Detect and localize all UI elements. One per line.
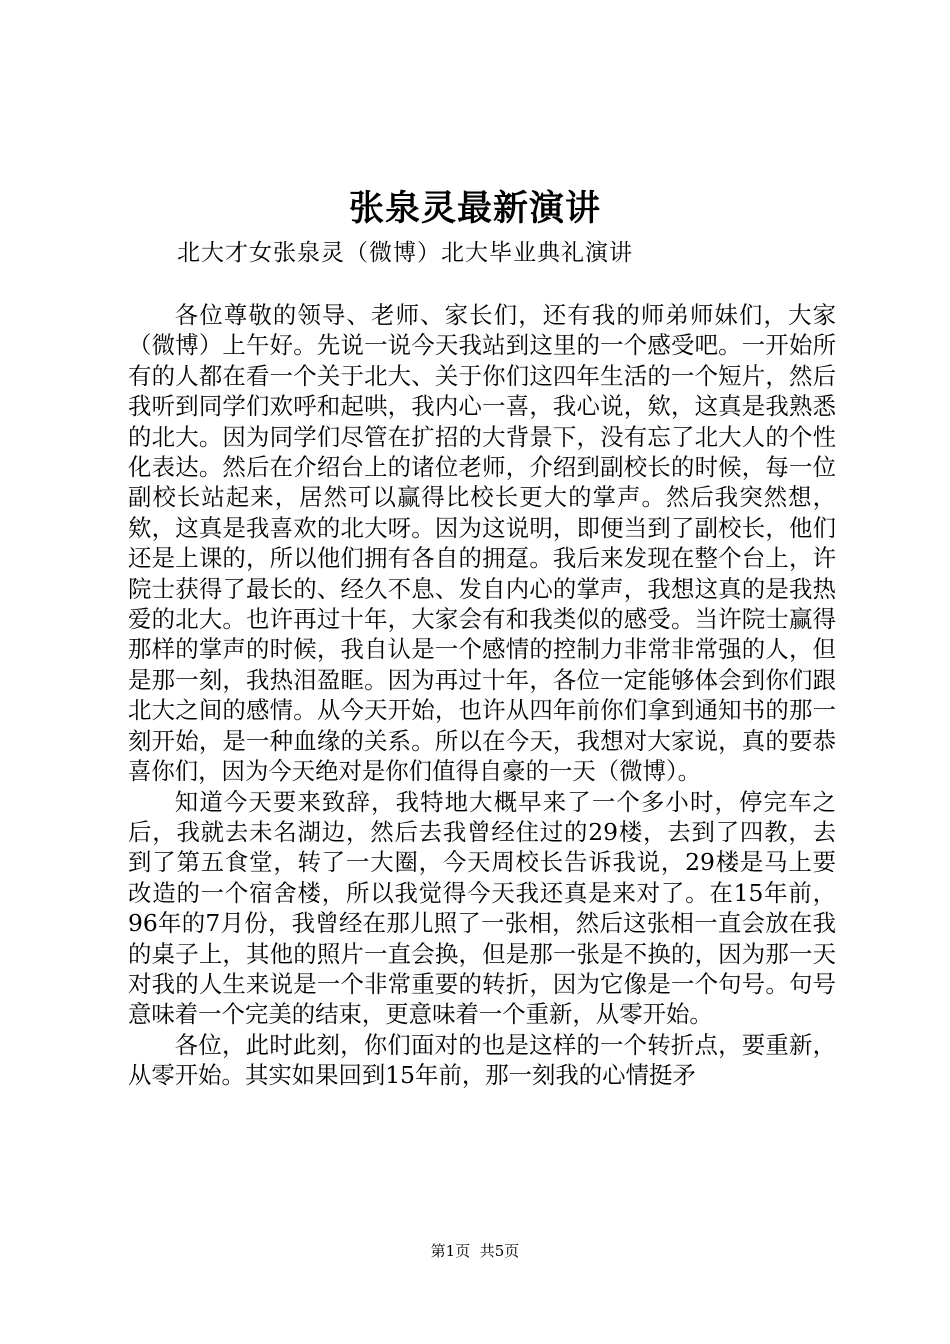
speech-subtitle: 北大才女张泉灵（微博）北大毕业典礼演讲	[177, 240, 633, 266]
page-title: 张泉灵最新演讲	[348, 188, 601, 229]
page-total: 共5页	[479, 1242, 520, 1260]
page-number: 第1页	[430, 1242, 471, 1260]
paragraph-1: 各位尊敬的领导、老师、家长们，还有我的师弟师妹们，大家（微博）上午好。先说一说今天我站到这里的一个感受吧。一开始所有的人都在看一个关于北大、关于你们这四年生活的一个短片，然后我听到同学们欢呼和起哄，我内心一喜，我心说，欸，这真是我熟悉的北大。因为同学们尽管在扩招的大背景下，没有忘了北大人的个性化表达。然后在介绍台上的诸位老师，介绍到副校长的时候，每一位副校长站起来，居然可以赢得比校长更大的掌声。然后我突然想，欸，这真是我喜欢的北大呀。因为这说明，即便当到了副校长，他们还是上课的，所以他们拥有各自的拥趸。我后来发现在整个台上，许院士获得了最长的、经久不息、发自内心的掌声，我想这真的是我热爱的北大。也许再过十年，大家会有和我类似的感受。当许院士赢得那样的掌声的时候，我自认是一个感情的控制力非常非常强的人，但是那一刻，我热泪盈眶。因为再过十年，各位一定能够体会到你们跟北大之间的感情。从今天开始，也许从四年前你们拿到通知书的那一刻开始，是一种血缘的关系。所以在今天，我想对大家说，真的要恭喜你们，因为今天绝对是你们值得自豪的一天（微博）。	[128, 301, 836, 786]
speech-body	[128, 300, 836, 1091]
paragraph-3: 各位，此时此刻，你们面对的也是这样的一个转折点，要重新，从零开始。其实如果回到15年前，那一刻我的心情挺矛	[128, 1030, 836, 1090]
paragraph-2: 知道今天要来致辞，我特地大概早来了一个多小时，停完车之后，我就去未名湖边，然后去我曾经住过的29楼，去到了四教，去到了第五食堂，转了一大圈，今天周校长告诉我说，29楼是马上要改造的一个宿舍楼，所以我觉得今天我还真是来对了。在15年前，96年的7月份，我曾经在那儿照了一张相，然后这张相一直会放在我的桌子上，其他的照片一直会换，但是那一张是不换的，因为那一天对我的人生来说是一个非常重要的转折，因为它像是一个句号。句号意味着一个完美的结束，更意味着一个重新，从零开始。	[128, 787, 836, 1029]
page-footer	[0, 1241, 950, 1261]
